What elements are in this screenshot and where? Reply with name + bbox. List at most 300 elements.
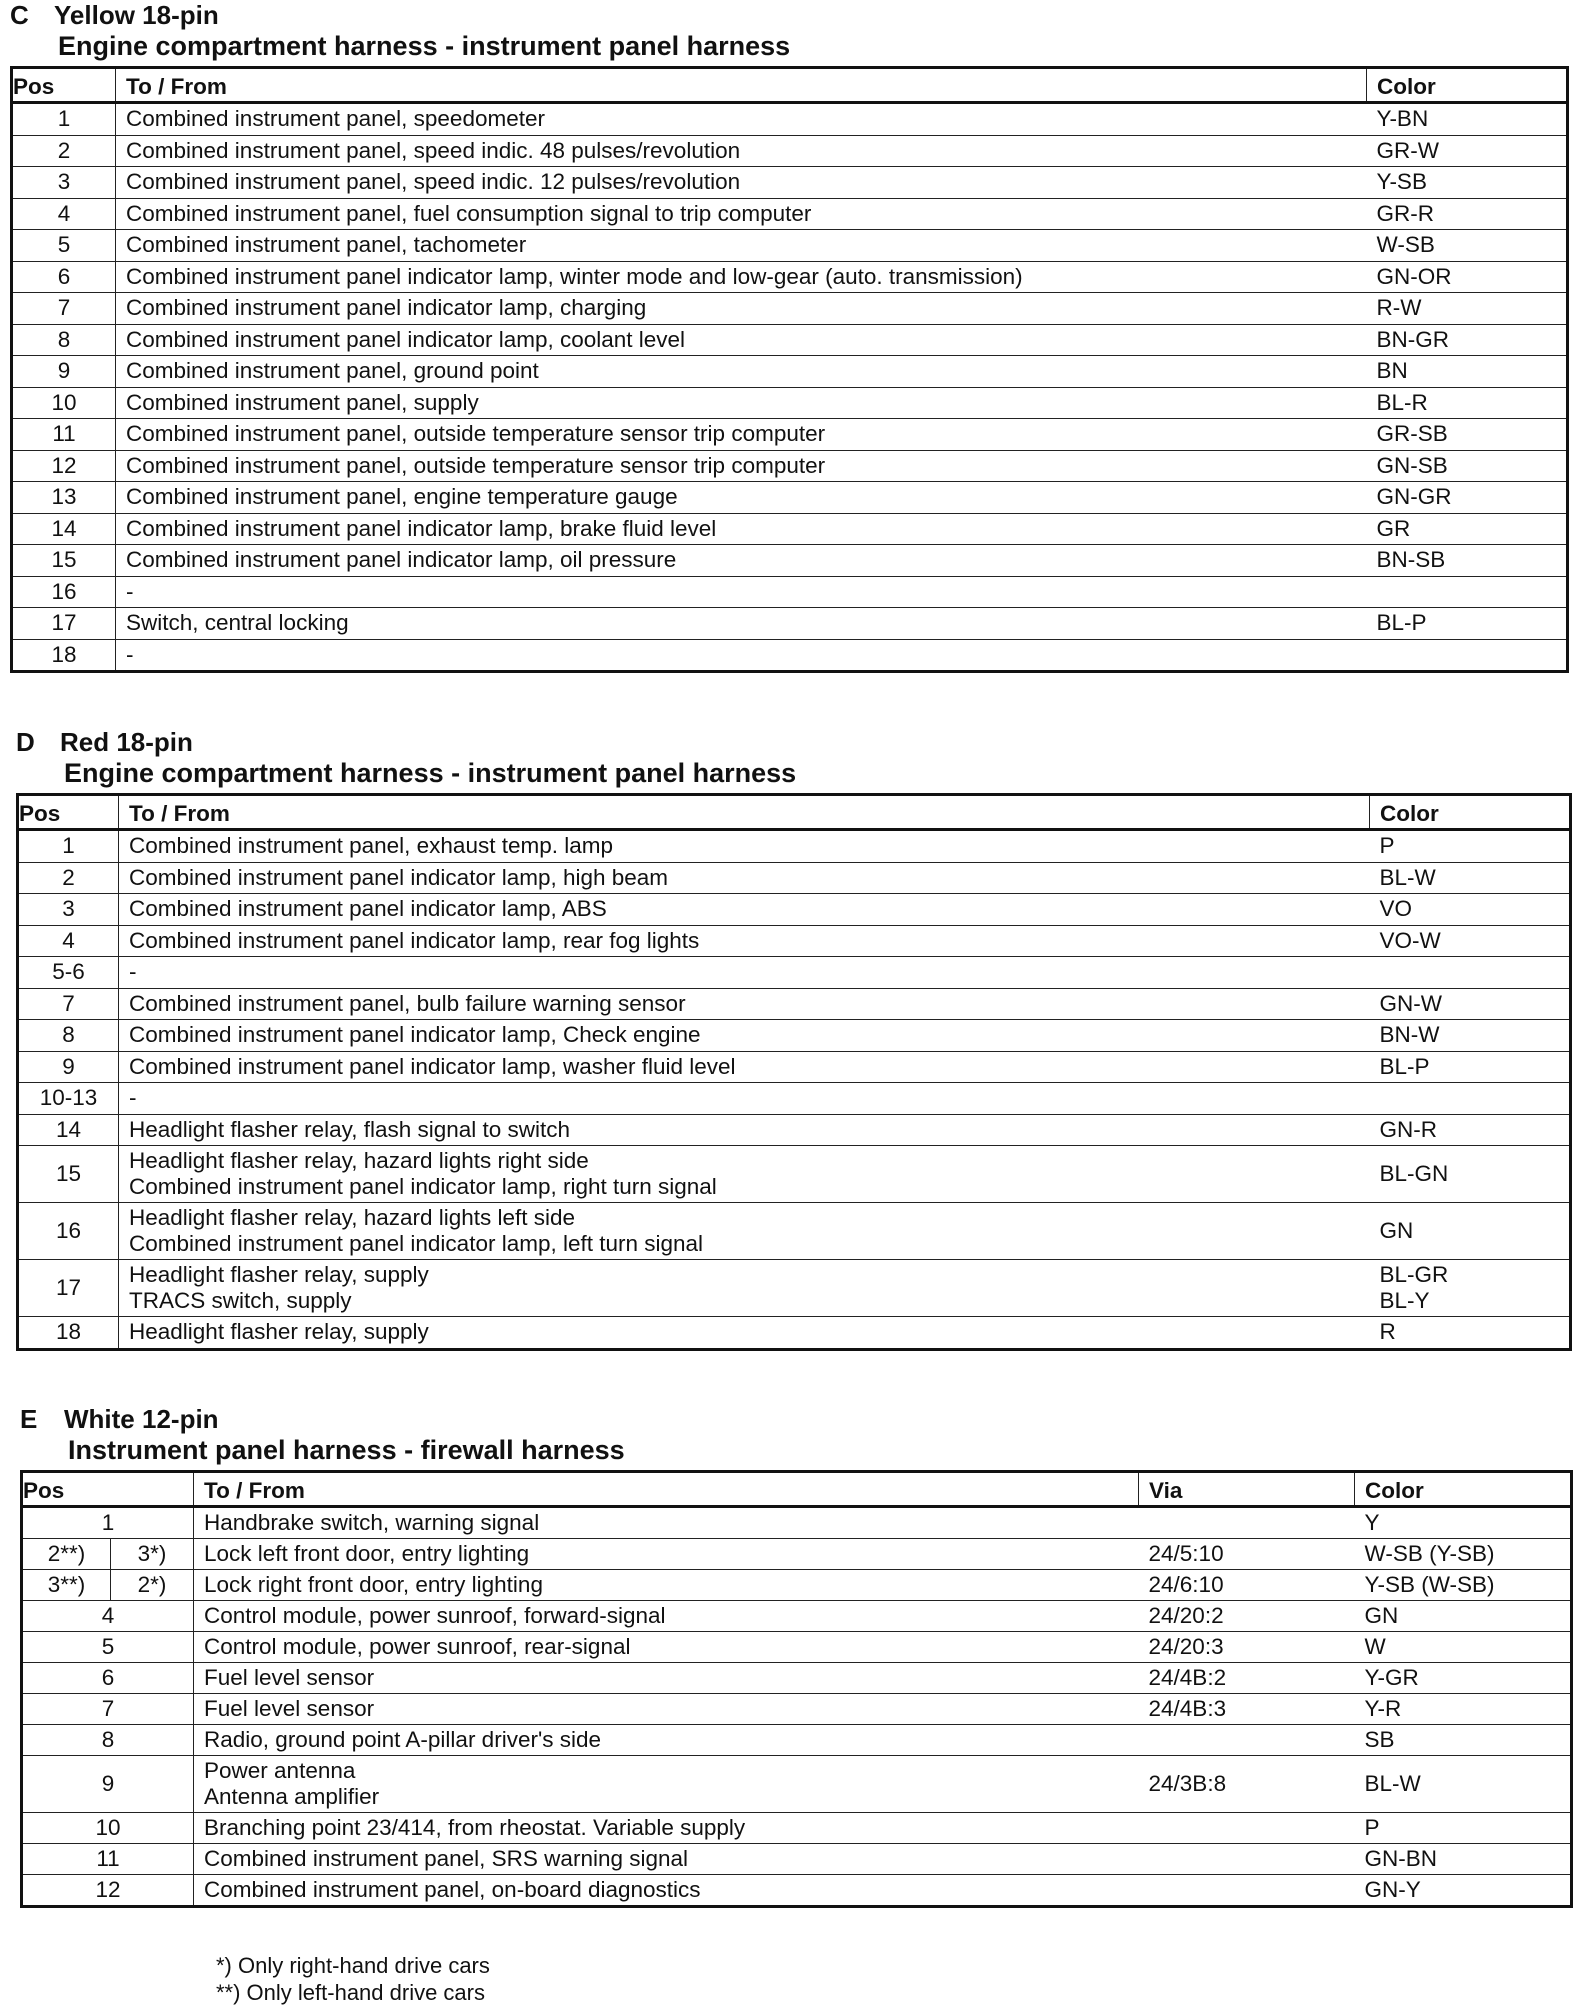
pos-cell-text: 9 (62, 1053, 75, 1079)
to-from-cell-text: Headlight flasher relay, flash signal to switch (129, 1116, 571, 1142)
pos-cell (12, 419, 116, 451)
to-from-cell (119, 1317, 1370, 1350)
connector-e-table (20, 1470, 1573, 1908)
pos-cell (18, 1317, 119, 1350)
wire-color-cell-text: BL-W (1364, 1771, 1421, 1796)
pos-cell (18, 1051, 119, 1083)
pos-cell-text: 8 (57, 326, 71, 352)
to-from-cell (116, 513, 1367, 545)
via-cell-text: 24/3B:8 (1148, 1771, 1227, 1796)
section-letter: D (16, 727, 35, 757)
to-from-cell (194, 1632, 1139, 1663)
wire-color-cell (1367, 167, 1568, 199)
wire-color-cell (1367, 135, 1568, 167)
to-from-cell (194, 1694, 1139, 1725)
table-row (12, 261, 1568, 293)
wire-color-cell-text: GN-W (1379, 990, 1442, 1016)
wire-color-cell-text: BN-SB (1376, 547, 1446, 573)
table-header-row (18, 795, 1571, 830)
header-pos: Pos (12, 68, 116, 103)
pos-cell-text: 10 (51, 389, 77, 415)
wire-color-cell-text: W-SB (1376, 232, 1435, 258)
to-from-cell-text: Radio, ground point A-pillar driver's side (204, 1727, 602, 1752)
pos-cell (18, 957, 119, 989)
via-cell-text: 24/6:10 (1148, 1572, 1224, 1597)
pos-cell-text: 2 (62, 864, 75, 890)
pos-cell-text: 7 (101, 1696, 115, 1721)
wire-color-cell-text: BL-P (1379, 1053, 1430, 1079)
via-cell (1139, 1663, 1355, 1694)
pos-cell (18, 1083, 119, 1115)
wire-color-cell-text: BN-W (1379, 1022, 1440, 1048)
wire-color-cell (1370, 1114, 1571, 1146)
wire-color-cell-text: VO-W (1379, 927, 1441, 953)
wire-color-cell-text: P (1379, 833, 1395, 859)
to-from-cell-text: Branching point 23/414, from rheostat. Variable supply (204, 1815, 746, 1840)
to-from-cell (194, 1756, 1139, 1813)
wire-color-cell (1355, 1663, 1572, 1694)
table-row (12, 324, 1568, 356)
via-cell (1139, 1813, 1355, 1844)
to-from-cell (116, 356, 1367, 388)
pos-cell-text: 3 (62, 896, 75, 922)
wire-color-cell (1355, 1632, 1572, 1663)
pos-cell-text: 8 (101, 1727, 115, 1752)
table-row (18, 1051, 1571, 1083)
table-row (12, 608, 1568, 640)
wire-color-cell (1370, 925, 1571, 957)
via-cell (1139, 1694, 1355, 1725)
table-row (12, 450, 1568, 482)
pos-cell (12, 513, 116, 545)
to-from-cell (119, 1146, 1370, 1203)
section-title: White 12-pin (64, 1404, 219, 1434)
section-title: Yellow 18-pin (54, 0, 219, 30)
to-from-cell-text: Combined instrument panel, bulb failure warning sensor (129, 990, 686, 1016)
pos-cell-text: 1 (57, 106, 71, 132)
pos-cell-text: 16 (51, 578, 77, 604)
pos-rhd-cell-text: 2*) (137, 1572, 167, 1597)
pos-rhd-cell (111, 1570, 194, 1601)
wire-color-cell-text: BL-GN (1379, 1161, 1449, 1186)
pos-cell-text: 7 (62, 990, 75, 1016)
pos-cell (22, 1507, 194, 1539)
to-from-cell (116, 261, 1367, 293)
to-from-cell-text: Combined instrument panel indicator lamp, washer fluid level (129, 1053, 736, 1079)
section-c (10, 0, 1569, 673)
pos-cell-text: 1 (101, 1510, 115, 1535)
footnotes (216, 1952, 490, 2006)
wire-color-cell-text: GN-R (1379, 1116, 1437, 1142)
to-from-cell-text: - (126, 578, 134, 604)
section-letter: C (10, 0, 29, 30)
wire-color-cell-text: W-SB (Y-SB) (1364, 1541, 1495, 1566)
wire-color-cell (1367, 261, 1568, 293)
pos-cell-text: 10-13 (39, 1085, 98, 1111)
section-subtitle: Instrument panel harness - firewall harness (68, 1435, 625, 1465)
to-from-cell (119, 957, 1370, 989)
to-from-cell-text: Headlight flasher relay, hazard lights left side Combined instrument panel indicator lamp, left turn signal (129, 1205, 704, 1256)
via-cell-text: 24/4B:3 (1148, 1696, 1227, 1721)
to-from-cell-text: Switch, central locking (126, 610, 349, 636)
to-from-cell (116, 167, 1367, 199)
wire-color-cell-text: GR (1376, 515, 1411, 541)
pos-cell (12, 261, 116, 293)
to-from-cell (116, 103, 1367, 136)
to-from-cell-text: Combined instrument panel indicator lamp, coolant level (126, 326, 686, 352)
wire-color-cell-text: GN-OR (1376, 263, 1452, 289)
to-from-cell-text: Combined instrument panel, tachometer (126, 232, 527, 258)
to-from-cell-text: Combined instrument panel, supply (126, 389, 479, 415)
header-to-from: To / From (194, 1472, 1139, 1507)
via-cell-text: 24/20:3 (1148, 1634, 1224, 1659)
pos-cell (18, 830, 119, 863)
table-header-row (12, 68, 1568, 103)
header-pos: Pos (22, 1472, 194, 1507)
wire-color-cell (1355, 1725, 1572, 1756)
pos-lhd-cell-text: 3**) (47, 1572, 86, 1597)
to-from-cell (116, 324, 1367, 356)
table-row (22, 1601, 1572, 1632)
to-from-cell-text: Combined instrument panel, exhaust temp. lamp (129, 833, 614, 859)
to-from-cell (119, 862, 1370, 894)
to-from-cell-text: Combined instrument panel, outside temperature sensor trip computer (126, 421, 826, 447)
pos-cell (12, 198, 116, 230)
table-row (18, 1146, 1571, 1203)
via-cell (1139, 1875, 1355, 1907)
to-from-cell-text: Combined instrument panel, engine temperature gauge (126, 484, 678, 510)
pos-cell-text: 11 (96, 1846, 120, 1871)
wire-color-cell (1367, 545, 1568, 577)
wire-color-cell-text: W (1364, 1634, 1386, 1659)
pos-cell-text: 15 (51, 547, 77, 573)
section-d (16, 727, 1572, 1351)
wire-color-cell (1367, 576, 1568, 608)
table-row (22, 1844, 1572, 1875)
header-color: Color (1355, 1472, 1572, 1507)
via-cell (1139, 1601, 1355, 1632)
wire-color-cell-text: GR-R (1376, 200, 1434, 226)
table-row (12, 293, 1568, 325)
wire-color-cell (1370, 1020, 1571, 1052)
table-row (12, 545, 1568, 577)
to-from-cell-text: Combined instrument panel indicator lamp, winter mode and low-gear (auto. transmission) (126, 263, 1023, 289)
table-row (22, 1725, 1572, 1756)
to-from-cell (116, 387, 1367, 419)
to-from-cell-text: Combined instrument panel, fuel consumption signal to trip computer (126, 200, 812, 226)
table-row (12, 639, 1568, 672)
pos-cell (12, 482, 116, 514)
table-row (12, 135, 1568, 167)
pos-cell (22, 1632, 194, 1663)
pos-cell (12, 576, 116, 608)
wire-color-cell-text: Y (1364, 1510, 1380, 1535)
to-from-cell (116, 230, 1367, 262)
to-from-cell-text: - (129, 959, 137, 985)
pos-cell-text: 12 (95, 1877, 121, 1902)
table-row (18, 1203, 1571, 1260)
header-color: Color (1370, 795, 1571, 830)
to-from-cell-text: Combined instrument panel indicator lamp, rear fog lights (129, 927, 700, 953)
table-row (12, 167, 1568, 199)
to-from-cell-text: Combined instrument panel indicator lamp, oil pressure (126, 547, 677, 573)
pos-cell (12, 356, 116, 388)
wire-color-cell-text: BL-GR BL-Y (1379, 1262, 1449, 1313)
to-from-cell (119, 1260, 1370, 1317)
table-row (18, 1083, 1571, 1115)
to-from-cell-text: - (126, 641, 134, 667)
pos-cell (22, 1694, 194, 1725)
to-from-cell (116, 639, 1367, 672)
wire-color-cell (1370, 862, 1571, 894)
table-row (18, 925, 1571, 957)
to-from-cell-text: Headlight flasher relay, supply (129, 1319, 429, 1345)
to-from-cell (119, 925, 1370, 957)
table-row (12, 419, 1568, 451)
wire-color-cell-text: VO (1379, 896, 1413, 922)
pos-cell (22, 1756, 194, 1813)
table-row (12, 576, 1568, 608)
wire-color-cell-text: GN-BN (1364, 1846, 1438, 1871)
wire-color-cell (1367, 639, 1568, 672)
section-heading (10, 0, 1569, 30)
to-from-cell (119, 1114, 1370, 1146)
pos-cell-text: 13 (51, 484, 77, 510)
wire-color-cell-text: GN-Y (1364, 1877, 1421, 1902)
wire-color-cell-text: BN-GR (1376, 326, 1449, 352)
table-row (18, 1317, 1571, 1350)
pos-cell-text: 7 (57, 295, 71, 321)
section-heading (20, 1404, 1573, 1434)
pos-cell-text: 18 (55, 1319, 82, 1345)
table-row (22, 1756, 1572, 1813)
wire-color-cell-text: Y-SB (1376, 169, 1427, 195)
table-row (18, 1020, 1571, 1052)
to-from-cell (194, 1601, 1139, 1632)
table-row (18, 862, 1571, 894)
wire-color-cell-text: Y-BN (1376, 106, 1429, 132)
pos-cell (18, 1146, 119, 1203)
to-from-cell-text: Control module, power sunroof, rear-signal (204, 1634, 631, 1659)
table-row (22, 1813, 1572, 1844)
pos-cell (22, 1663, 194, 1694)
pos-cell (12, 387, 116, 419)
wire-color-cell (1355, 1570, 1572, 1601)
pos-lhd-cell (22, 1539, 111, 1570)
table-row (12, 356, 1568, 388)
via-cell (1139, 1844, 1355, 1875)
pos-cell-text: 5-6 (52, 959, 85, 985)
table-row (12, 482, 1568, 514)
table-row (12, 387, 1568, 419)
table-row (18, 988, 1571, 1020)
pos-cell (22, 1813, 194, 1844)
wire-color-cell-text: BL-W (1379, 864, 1436, 890)
pos-cell (22, 1725, 194, 1756)
wire-color-cell-text: Y-GR (1364, 1665, 1419, 1690)
table-row (22, 1694, 1572, 1725)
pos-cell-text: 5 (57, 232, 71, 258)
pos-lhd-cell-text: 2**) (47, 1541, 86, 1566)
section-heading (16, 727, 1572, 757)
to-from-cell (119, 988, 1370, 1020)
wire-color-cell-text: GR-SB (1376, 421, 1448, 447)
wire-color-cell (1355, 1539, 1572, 1570)
to-from-cell-text: Headlight flasher relay, hazard lights right side Combined instrument panel indicator lamp, right turn signal (129, 1148, 717, 1199)
to-from-cell-text: Combined instrument panel, on-board diagnostics (204, 1877, 701, 1902)
via-cell (1139, 1632, 1355, 1663)
connector-c-table (10, 66, 1569, 673)
to-from-cell (119, 830, 1370, 863)
pos-cell-text: 6 (57, 263, 71, 289)
table-body (12, 103, 1568, 672)
wire-color-cell (1355, 1601, 1572, 1632)
to-from-cell (119, 1051, 1370, 1083)
pos-cell-text: 18 (51, 641, 77, 667)
to-from-cell-text: Power antenna Antenna amplifier (204, 1758, 380, 1809)
table-row (18, 957, 1571, 989)
table-row (18, 1114, 1571, 1146)
to-from-cell (116, 608, 1367, 640)
via-cell (1139, 1725, 1355, 1756)
via-cell-text: 24/5:10 (1148, 1541, 1224, 1566)
table-row (12, 103, 1568, 136)
to-from-cell (116, 419, 1367, 451)
wire-color-cell (1367, 324, 1568, 356)
section-title: Red 18-pin (60, 727, 193, 757)
section-e (20, 1404, 1573, 1908)
pos-cell (18, 1260, 119, 1317)
pos-cell (22, 1844, 194, 1875)
to-from-cell-text: Combined instrument panel indicator lamp, high beam (129, 864, 669, 890)
pos-cell-text: 6 (101, 1665, 115, 1690)
to-from-cell (194, 1507, 1139, 1539)
pos-cell (12, 545, 116, 577)
to-from-cell (194, 1725, 1139, 1756)
wire-color-cell (1355, 1507, 1572, 1539)
to-from-cell-text: Combined instrument panel indicator lamp, Check engine (129, 1022, 701, 1048)
to-from-cell (194, 1844, 1139, 1875)
to-from-cell (116, 482, 1367, 514)
table-header-row (22, 1472, 1572, 1507)
wire-color-cell (1367, 293, 1568, 325)
via-cell (1139, 1507, 1355, 1539)
table-row (12, 513, 1568, 545)
via-cell-text: 24/20:2 (1148, 1603, 1224, 1628)
table-body (22, 1507, 1572, 1907)
table-row (22, 1875, 1572, 1907)
wire-color-cell (1367, 103, 1568, 136)
to-from-cell (194, 1875, 1139, 1907)
to-from-cell-text: Headlight flasher relay, supply TRACS switch, supply (129, 1262, 429, 1313)
pos-cell (12, 230, 116, 262)
to-from-cell-text: Fuel level sensor (204, 1665, 375, 1690)
pos-cell (18, 894, 119, 926)
via-cell (1139, 1570, 1355, 1601)
to-from-cell (119, 1083, 1370, 1115)
to-from-cell (116, 545, 1367, 577)
pos-cell-text: 4 (62, 927, 75, 953)
table-row (22, 1663, 1572, 1694)
pos-cell-text: 14 (55, 1116, 82, 1142)
pos-cell-text: 4 (101, 1603, 115, 1628)
wire-color-cell-text: Y-SB (W-SB) (1364, 1572, 1495, 1597)
header-via: Via (1139, 1472, 1355, 1507)
to-from-cell-text: Combined instrument panel indicator lamp, ABS (129, 896, 607, 922)
to-from-cell-text: Combined instrument panel, ground point (126, 358, 539, 384)
pos-cell (12, 167, 116, 199)
wire-color-cell (1370, 1146, 1571, 1203)
header-color: Color (1367, 68, 1568, 103)
wire-color-cell (1367, 387, 1568, 419)
section-subtitle: Engine compartment harness - instrument panel harness (58, 31, 791, 61)
wire-color-cell (1355, 1875, 1572, 1907)
to-from-cell-text: Combined instrument panel, speedometer (126, 106, 545, 132)
wire-color-cell (1370, 894, 1571, 926)
pos-cell-text: 9 (57, 358, 71, 384)
wire-color-cell-text: GN-GR (1376, 484, 1452, 510)
pos-rhd-cell (111, 1539, 194, 1570)
wire-color-cell-text: SB (1364, 1727, 1395, 1752)
header-to-from: To / From (116, 68, 1367, 103)
wire-color-cell-text: GR-W (1376, 137, 1439, 163)
pos-cell-text: 4 (57, 200, 71, 226)
to-from-cell-text: Combined instrument panel indicator lamp, charging (126, 295, 647, 321)
wire-color-cell (1370, 988, 1571, 1020)
wire-color-cell (1367, 198, 1568, 230)
table-row (18, 894, 1571, 926)
wire-color-cell (1367, 482, 1568, 514)
to-from-cell (119, 894, 1370, 926)
section-subtitle: Engine compartment harness - instrument panel harness (64, 758, 797, 788)
wire-color-cell-text: R-W (1376, 295, 1422, 321)
pos-cell (12, 608, 116, 640)
wire-color-cell-text: GN (1379, 1218, 1414, 1243)
wire-color-cell (1370, 957, 1571, 989)
to-from-cell (194, 1539, 1139, 1570)
to-from-cell (116, 576, 1367, 608)
pos-cell (18, 1020, 119, 1052)
wire-color-cell (1367, 356, 1568, 388)
pos-cell (12, 103, 116, 136)
wire-color-cell (1370, 1083, 1571, 1115)
table-body (18, 830, 1571, 1350)
table-row (22, 1539, 1572, 1570)
wire-color-cell (1367, 450, 1568, 482)
connector-d-table (16, 793, 1572, 1351)
wire-color-cell (1370, 1260, 1571, 1317)
wire-color-cell-text: BL-R (1376, 389, 1428, 415)
to-from-cell (116, 198, 1367, 230)
to-from-cell-text: Combined instrument panel, outside temperature sensor trip computer (126, 452, 826, 478)
pos-cell-text: 9 (101, 1771, 115, 1796)
pos-cell (12, 293, 116, 325)
to-from-cell-text: Handbrake switch, warning signal (204, 1510, 540, 1535)
wire-color-cell-text: GN-SB (1376, 452, 1448, 478)
wire-color-cell-text: P (1364, 1815, 1380, 1840)
to-from-cell-text: Combined instrument panel indicator lamp, brake fluid level (126, 515, 717, 541)
header-pos: Pos (18, 795, 119, 830)
pos-cell-text: 10 (95, 1815, 121, 1840)
pos-cell (18, 1203, 119, 1260)
pos-cell-text: 3 (57, 169, 71, 195)
wire-color-cell (1370, 830, 1571, 863)
to-from-cell (119, 1203, 1370, 1260)
pos-cell (12, 639, 116, 672)
wire-color-cell (1355, 1694, 1572, 1725)
pos-cell-text: 15 (55, 1161, 82, 1186)
wire-color-cell (1355, 1756, 1572, 1813)
